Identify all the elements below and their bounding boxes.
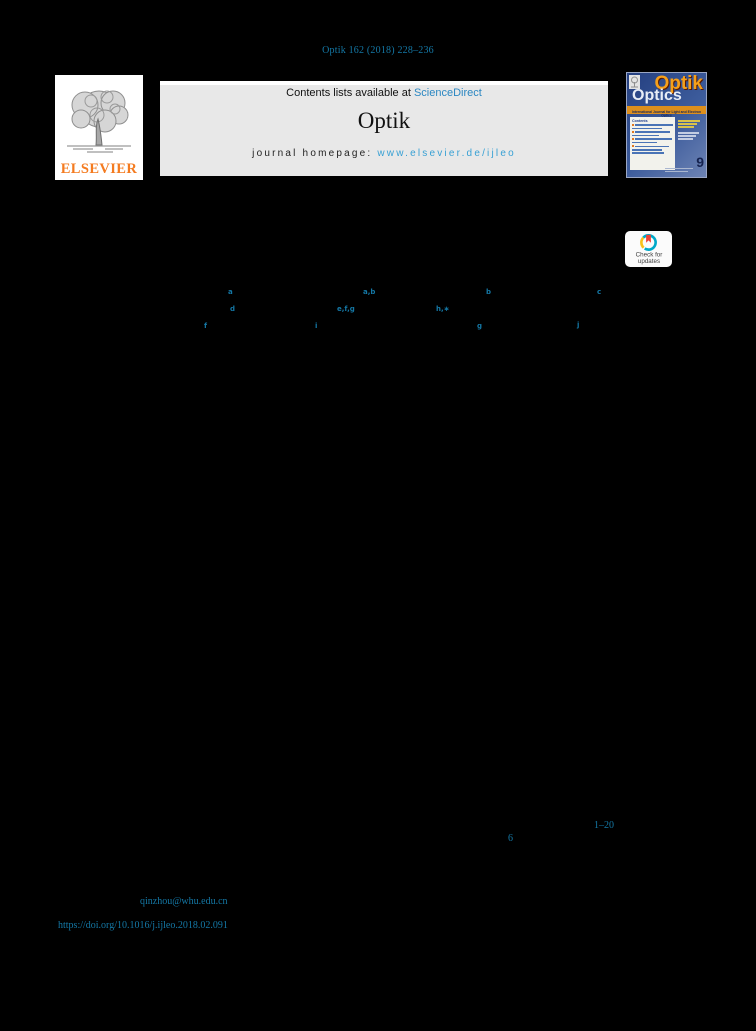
cover-article-line: [632, 138, 673, 140]
author-superscript: a,b: [363, 288, 376, 296]
cover-footer-text: [665, 168, 693, 173]
author-superscript: b: [486, 288, 492, 296]
contents-line: [160, 85, 608, 99]
citation-link[interactable]: 6: [508, 833, 513, 844]
elsevier-logo: [55, 75, 143, 180]
cover-right-text-block: [678, 120, 700, 129]
cover-tagline: International Journal for Light and Electron Optics: [631, 110, 702, 118]
cover-article-line: [632, 128, 673, 130]
author-superscript: a: [228, 288, 233, 296]
cover-volume-number: 9: [696, 154, 704, 170]
author-superscript: j: [577, 321, 580, 329]
author-superscript: e,f,g: [337, 305, 355, 313]
contents-line-prefix: Contents lists available at: [286, 87, 414, 99]
homepage-prefix: journal homepage:: [252, 148, 378, 159]
badge-line2: updates: [637, 257, 660, 265]
cover-article-line: [632, 145, 673, 147]
author-superscript: h,∗: [436, 305, 450, 313]
homepage-link[interactable]: www.elsevier.de/ijleo: [377, 148, 516, 159]
cover-contents-heading: Contents: [632, 119, 648, 124]
elsevier-wordmark: ELSEVIER: [60, 161, 138, 177]
cover-article-line: [632, 142, 673, 144]
cover-subtitle: Optics: [632, 87, 682, 104]
badge-line1: Check for: [635, 251, 662, 259]
author-superscript: c: [597, 288, 602, 296]
citation-link[interactable]: 1–20: [594, 820, 614, 831]
journal-title: Optik: [357, 108, 411, 133]
author-superscript: d: [230, 305, 236, 313]
cover-tagline-band: [627, 106, 706, 118]
elsevier-tree-icon: [61, 77, 137, 162]
crossmark-icon: [639, 233, 658, 252]
cover-article-line: [632, 135, 673, 137]
corresponding-email-link[interactable]: qinzhou@whu.edu.cn: [140, 896, 228, 907]
author-superscript: g: [477, 322, 483, 330]
author-superscript: i: [315, 322, 318, 330]
cover-title: Optik: [654, 73, 703, 94]
homepage-line: [160, 148, 608, 159]
journal-cover-thumbnail: [627, 73, 706, 177]
cover-right-text-block2: [678, 132, 699, 141]
sciencedirect-link[interactable]: ScienceDirect: [413, 87, 482, 99]
doi-link[interactable]: https://doi.org/10.1016/j.ijleo.2018.02.091: [58, 920, 228, 931]
journal-header: [160, 81, 608, 176]
cover-contents-panel: [630, 117, 675, 170]
cover-article-line: [632, 124, 673, 126]
cover-article-line: [632, 131, 673, 133]
journal-reference: Optik 162 (2018) 228–236: [322, 45, 434, 56]
check-for-updates-badge[interactable]: [625, 231, 672, 267]
cover-article-line: [632, 149, 673, 151]
author-superscript: f: [204, 322, 208, 330]
cover-article-line: [632, 152, 673, 154]
